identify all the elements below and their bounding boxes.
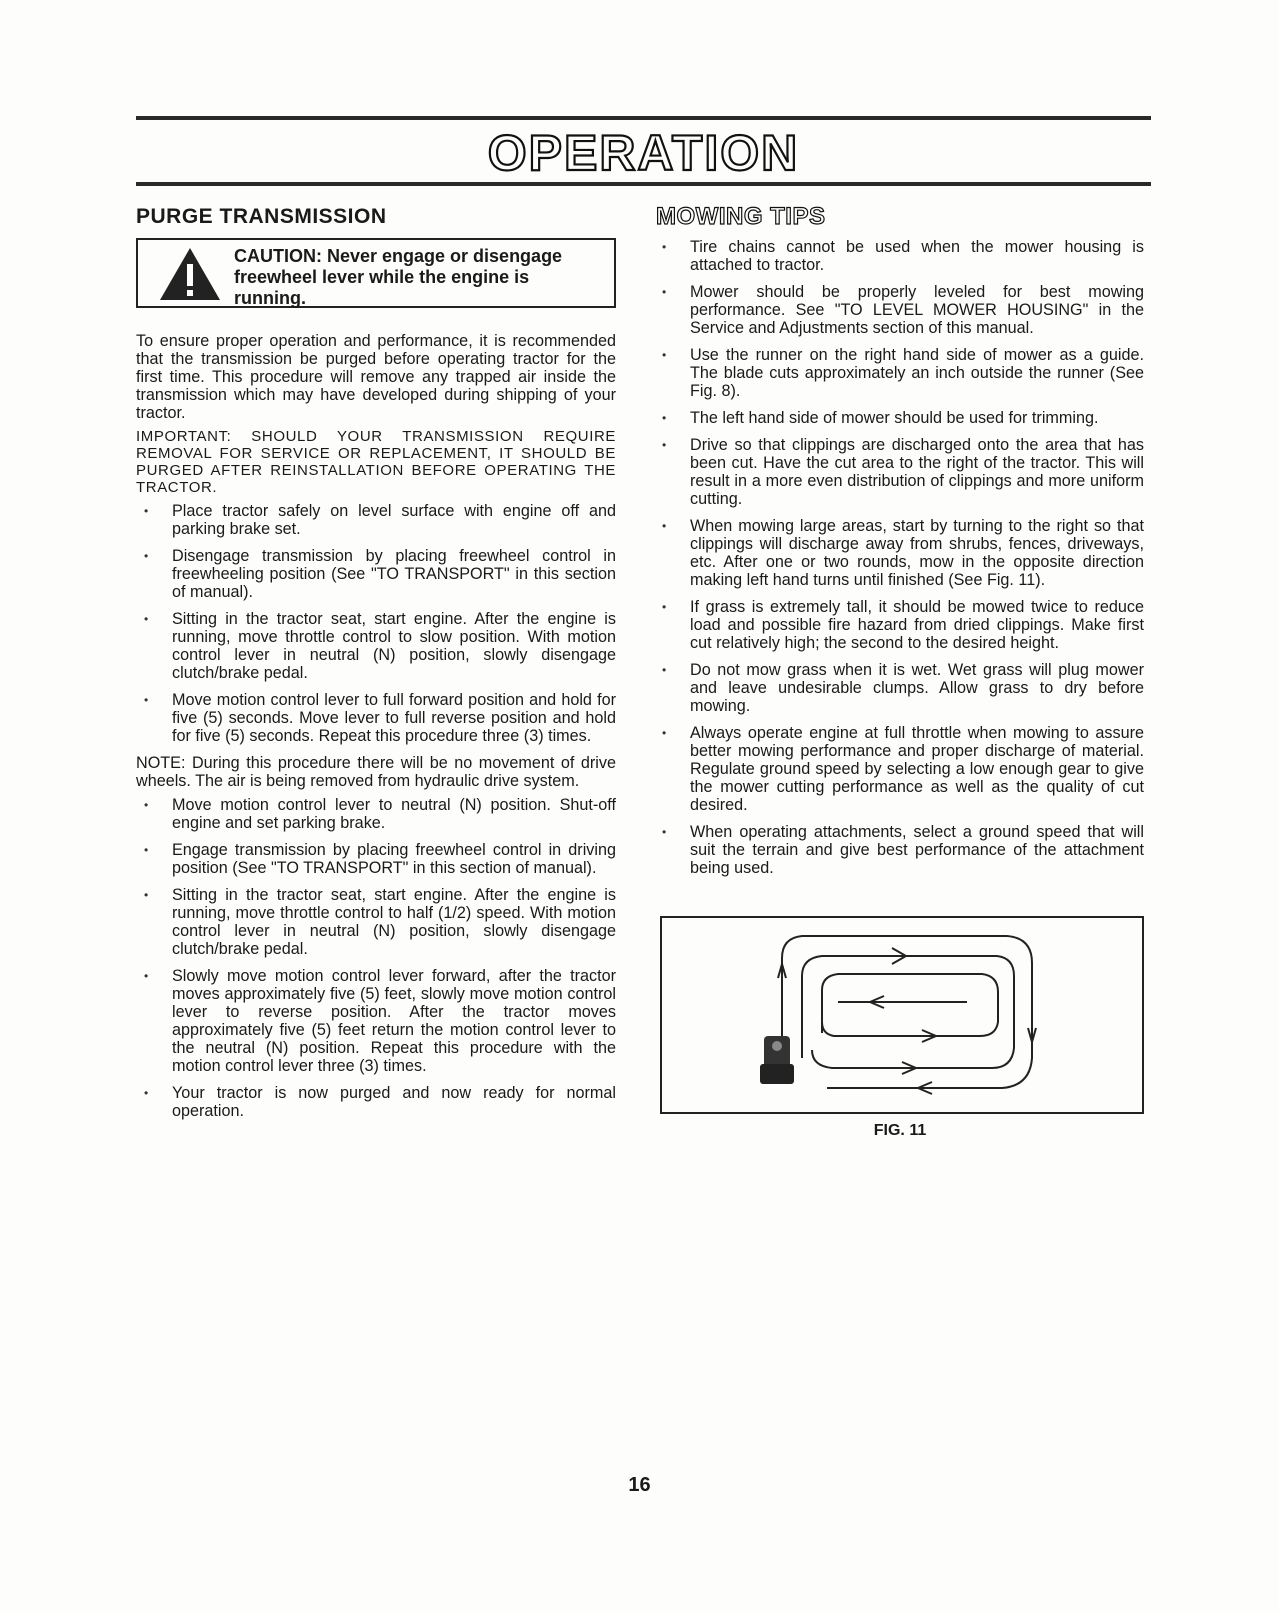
caution-box: [136, 238, 616, 308]
page-number: 16: [628, 1474, 651, 1496]
list-item: • When mowing large areas, start by turning to the right so that clippings will discharge away from shrubs, fences, driveways, etc. After one or two rounds, mow in the opposite direction making left hand turns until finished (See Fig. 11).: [654, 517, 1144, 589]
list-item: • The left hand side of mower should be used for trimming.: [654, 409, 1144, 427]
purge-steps-list-2: [136, 796, 616, 1120]
mowing-pattern-figure: [660, 916, 1144, 1114]
list-item: • Sitting in the tractor seat, start engine. After the engine is running, move throttle control to half (1/2) speed. With motion control lever in neutral (N) position, slowly disengage clutch/brake pedal.: [136, 886, 616, 958]
mowing-tips-list: [654, 238, 1144, 877]
figure-caption: FIG. 11: [873, 1122, 927, 1139]
list-item: • Disengage transmission by placing freewheel control in freewheeling position (See "TO TRANSPORT" in this section of manual).: [136, 547, 616, 601]
purge-intro: To ensure proper operation and performance, it is recommended that the transmission be purged before operating tractor for the first time. This procedure will remove any trapped air inside the transmission which may have developed during shipping of your tractor.: [136, 332, 616, 422]
list-item: • Slowly move motion control lever forward, after the tractor moves approximately five (5) feet, slowly move motion control lever to reverse position. After the tractor moves approximately five (5) feet return the motion control lever to the neutral (N) position. Repeat this procedure with the motion control lever three (3) times.: [136, 967, 616, 1075]
header-rule-top: [136, 116, 1151, 120]
purge-heading: PURGE TRANSMISSION: [136, 205, 387, 228]
purge-note: NOTE: During this procedure there will be no movement of drive wheels. The air is being removed from hydraulic drive system.: [136, 754, 616, 790]
list-item: • Use the runner on the right hand side of mower as a guide. The blade cuts approximately an inch outside the runner (See Fig. 8).: [654, 346, 1144, 400]
list-item: • Move motion control lever to full forward position and hold for five (5) seconds. Move lever to full reverse position and hold for five (5) seconds. Repeat this procedure three (3) times.: [136, 691, 616, 745]
list-item: • If grass is extremely tall, it should be mowed twice to reduce load and possible fire hazard from dried clippings. Make first cut relatively high; the second to the desired height.: [654, 598, 1144, 652]
mowing-heading: MOWING TIPS: [656, 203, 826, 230]
page-title: OPERATION: [487, 125, 800, 181]
mowing-pattern-diagram: [662, 918, 1142, 1112]
list-item: • Always operate engine at full throttle when mowing to assure better mowing performance and proper discharge of material. Regulate ground speed by selecting a low enough gear to give the mower cutting performance as well as the quality of cut desired.: [654, 724, 1144, 814]
list-item: • Drive so that clippings are discharged onto the area that has been cut. Have the cut area to the right of the tractor. This will result in a more even distribution of clippings and more uniform cutting.: [654, 436, 1144, 508]
list-item: • Do not mow grass when it is wet. Wet grass will plug mower and leave undesirable clumps. Allow grass to dry before mowing.: [654, 661, 1144, 715]
list-item: • Tire chains cannot be used when the mower housing is attached to tractor.: [654, 238, 1144, 274]
purge-steps-list: [136, 502, 616, 745]
list-item: • Mower should be properly leveled for best mowing performance. See "TO LEVEL MOWER HOUSING" in the Service and Adjustments section of this manual.: [654, 283, 1144, 337]
warning-triangle-icon: [158, 246, 222, 302]
list-item: • Engage transmission by placing freewheel control in driving position (See "TO TRANSPORT" in this section of manual).: [136, 841, 616, 877]
list-item: • Sitting in the tractor seat, start engine. After the engine is running, move throttle control to slow position. With motion control lever in neutral (N) position, slowly disengage clutch/brake pedal.: [136, 610, 616, 682]
important-note: IMPORTANT: SHOULD YOUR TRANSMISSION REQUIRE REMOVAL FOR SERVICE OR REPLACEMENT, IT SHOULD BE PURGED AFTER REINSTALLATION BEFORE OPERATING THE TRACTOR.: [136, 428, 616, 496]
purge-transmission-section: [136, 204, 616, 1129]
caution-text: CAUTION: Never engage or disengage freewheel lever while the engine is running.: [234, 246, 563, 308]
tractor-icon: [760, 1036, 794, 1084]
list-item: • Your tractor is now purged and now ready for normal operation.: [136, 1084, 616, 1120]
mowing-tips-section: [654, 204, 1144, 886]
list-item: • Place tractor safely on level surface with engine off and parking brake set.: [136, 502, 616, 538]
list-item: • Move motion control lever to neutral (N) position. Shut-off engine and set parking brake.: [136, 796, 616, 832]
header-rule-bottom: [136, 182, 1151, 186]
list-item: • When operating attachments, select a ground speed that will suit the terrain and give best performance of the attachment being used.: [654, 823, 1144, 877]
